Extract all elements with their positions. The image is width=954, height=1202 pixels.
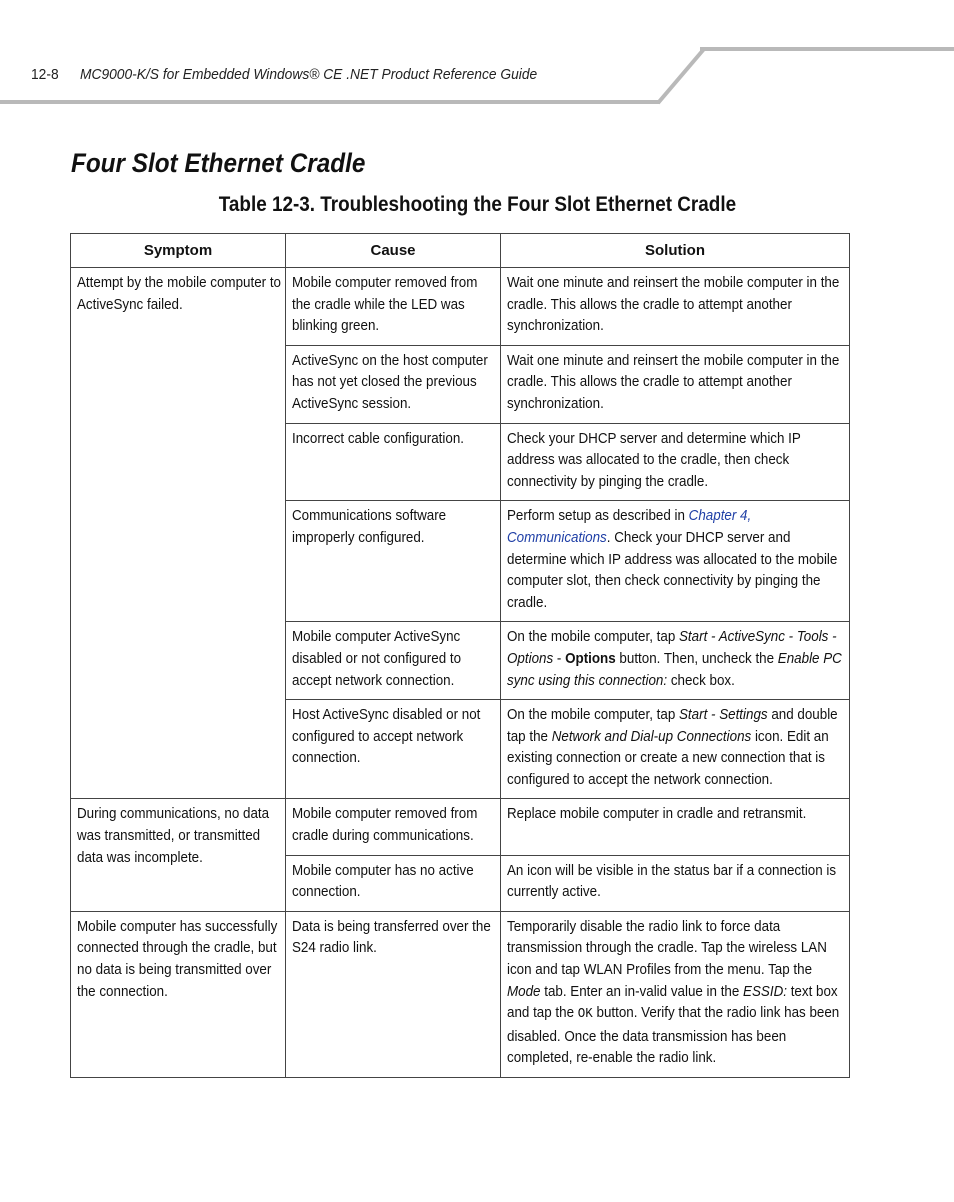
ok-button-label: OK xyxy=(577,1006,593,1023)
table-row xyxy=(71,268,850,346)
symptom-text: Attempt by the mobile computer to ActiveSync failed. xyxy=(77,274,282,313)
cause-cell xyxy=(286,799,501,855)
chapter-4-communications-link[interactable]: Chapter 4, Communications xyxy=(507,507,752,546)
symptom-cell xyxy=(71,268,286,799)
solution-cell xyxy=(501,345,850,423)
symptom-text: Mobile computer has successfully connected through the cradle, but no data is being transmitted over the connection. xyxy=(77,917,278,1000)
solution-segment: Temporarily disable the radio link to force data transmission through the cradle. Tap the wireless LAN icon and tap WLAN Profiles from the menu. Tap the xyxy=(507,917,827,979)
page-number: 12-8 xyxy=(31,66,59,83)
table-title-text: Table 12-3. Troubleshooting the Four Slot Ethernet Cradle xyxy=(218,193,736,216)
solution-text xyxy=(507,916,845,1069)
solution-segment: and double tap the xyxy=(507,706,838,745)
essid-label: ESSID: xyxy=(743,982,787,1000)
table-header-row xyxy=(71,234,850,268)
symptom-text: During communications, no data was transmitted, or transmitted data was incomplete. xyxy=(77,805,270,866)
solution-segment: text box and tap the xyxy=(507,982,838,1022)
solution-text: Wait one minute and reinsert the mobile computer in the cradle. This allows the cradle to attempt another synchronization. xyxy=(507,351,840,412)
header-symptom: Symptom xyxy=(71,234,286,268)
header-cause: Cause xyxy=(286,234,501,268)
cause-text: Incorrect cable configuration. xyxy=(292,429,465,447)
menu-path: Start - ActiveSync - Tools - Options xyxy=(507,628,837,667)
checkbox-label: Enable PC sync using this connection: xyxy=(507,649,842,689)
solution-text: Check your DHCP server and determine which IP address was allocated to the cradle, then check connectivity by pinging the cradle. xyxy=(507,429,801,490)
solution-segment: icon. Edit an existing connection or create a new connection that is configured to accept the network connection. xyxy=(507,727,829,788)
cause-text: Data is being transferred over the S24 radio link. xyxy=(292,917,491,957)
cause-cell xyxy=(286,911,501,1077)
header-rule-diagonal xyxy=(652,47,712,107)
cause-text: ActiveSync on the host computer has not yet closed the previous ActiveSync session. xyxy=(292,351,488,412)
solution-cell xyxy=(501,911,850,1077)
options-button-label: Options xyxy=(565,649,616,667)
solution-text xyxy=(507,505,845,613)
solution-cell xyxy=(501,501,850,622)
solution-segment: tab. Enter an in-valid value in the xyxy=(540,982,744,1000)
cause-cell xyxy=(286,501,501,622)
symptom-cell xyxy=(71,911,286,1077)
cause-cell xyxy=(286,700,501,799)
table-title xyxy=(0,193,954,217)
solution-cell xyxy=(501,700,850,799)
solution-cell xyxy=(501,268,850,346)
cause-text: Mobile computer removed from the cradle while the LED was blinking green. xyxy=(292,274,478,335)
cause-cell xyxy=(286,622,501,700)
solution-text xyxy=(507,626,845,691)
cause-text: Host ActiveSync disabled or not configured to accept network connection. xyxy=(292,706,481,767)
menu-path: Start - Settings xyxy=(679,706,768,724)
troubleshooting-table xyxy=(70,233,850,1078)
cause-cell xyxy=(286,268,501,346)
solution-segment: . Check your DHCP server and determine which IP address was allocated to the mobile computer slot, then check connectivity by pinging the cradle. xyxy=(507,528,838,611)
solution-cell xyxy=(501,622,850,700)
cause-cell xyxy=(286,855,501,911)
mode-tab-label: Mode xyxy=(507,982,541,1000)
solution-text xyxy=(507,704,845,790)
solution-text: Replace mobile computer in cradle and retransmit. xyxy=(507,805,807,823)
solution-cell xyxy=(501,855,850,911)
solution-text: Wait one minute and reinsert the mobile computer in the cradle. This allows the cradle to attempt another synchronization. xyxy=(507,274,840,335)
symptom-cell xyxy=(71,799,286,911)
solution-text: An icon will be visible in the status bar if a connection is currently active. xyxy=(507,861,837,901)
header-rule-left xyxy=(0,100,660,104)
section-title: Four Slot Ethernet Cradle xyxy=(71,148,366,178)
solution-segment: check box. xyxy=(667,671,735,689)
solution-segment: - xyxy=(553,649,566,667)
solution-cell xyxy=(501,799,850,855)
cause-cell xyxy=(286,345,501,423)
solution-segment: button. Verify that the radio link has been disabled. Once the data transmission has been completed, re-enable the radio link. xyxy=(507,1004,840,1067)
cause-text: Mobile computer has no active connection. xyxy=(292,861,474,901)
cause-cell xyxy=(286,423,501,501)
header-solution: Solution xyxy=(501,234,850,268)
solution-segment: button. Then, uncheck the xyxy=(615,649,778,667)
solution-segment: On the mobile computer, tap xyxy=(507,706,680,724)
network-connections-label: Network and Dial-up Connections xyxy=(551,727,752,745)
table-row xyxy=(71,799,850,855)
cause-text: Mobile computer removed from cradle during communications. xyxy=(292,805,478,845)
running-header-title: MC9000-K/S for Embedded Windows® CE .NET Product Reference Guide xyxy=(80,66,538,83)
solution-segment: Perform setup as described in xyxy=(507,507,689,525)
solution-cell xyxy=(501,423,850,501)
header-rule-right xyxy=(700,47,954,51)
cause-text: Communications software improperly configured. xyxy=(292,507,447,546)
table-row xyxy=(71,911,850,1077)
solution-segment: On the mobile computer, tap xyxy=(507,628,680,646)
cause-text: Mobile computer ActiveSync disabled or not configured to accept network connection. xyxy=(292,628,462,689)
